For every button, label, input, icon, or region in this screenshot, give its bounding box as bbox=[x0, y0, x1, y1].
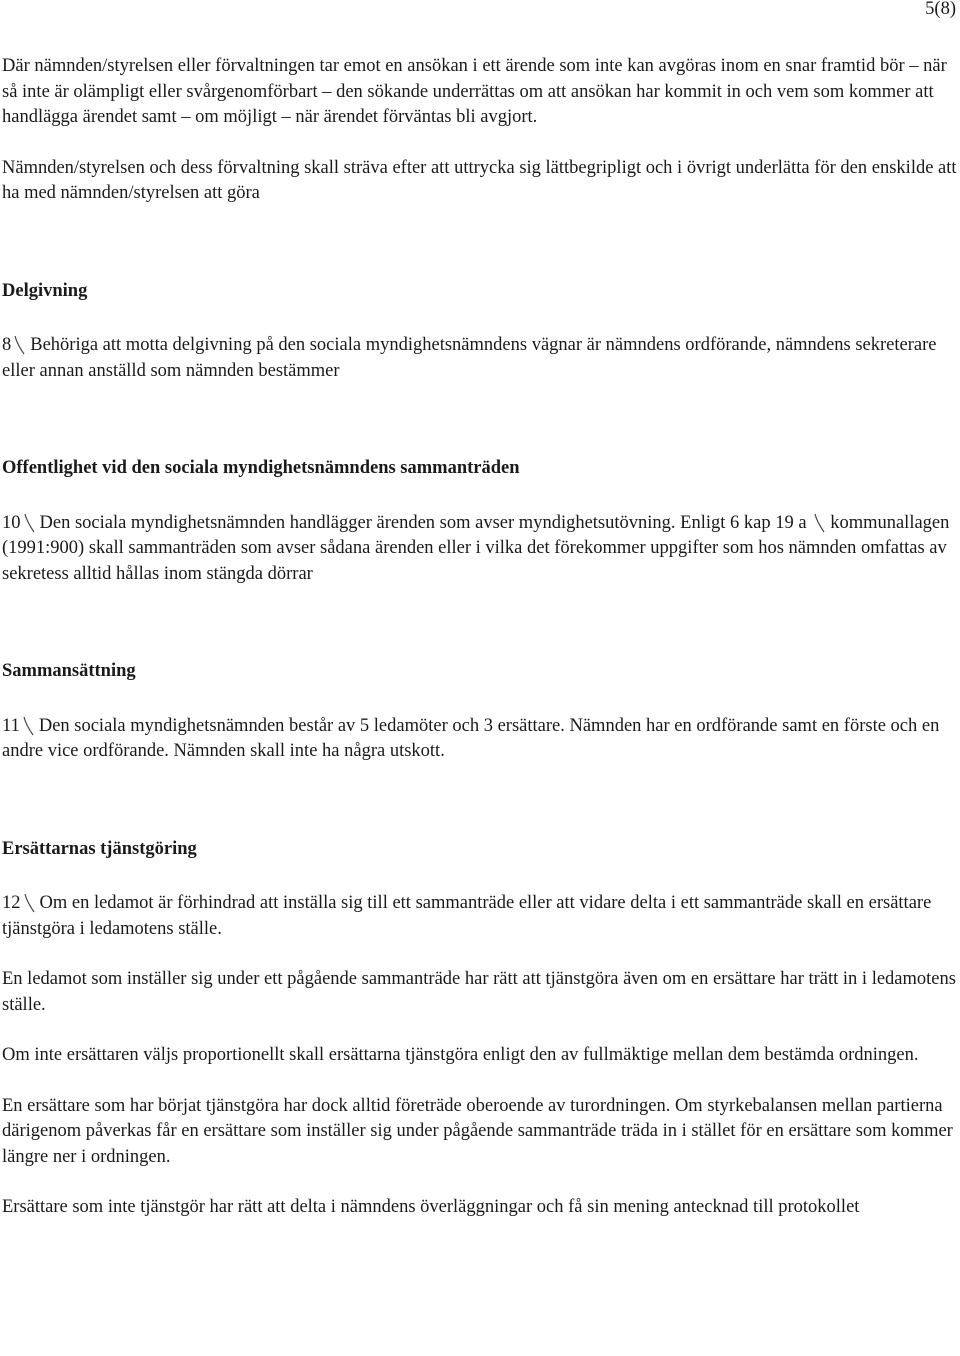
section-text: kommunallagen (1991:900) skall sammanträden som avser sådana ärenden eller i vilka det förekommer uppgifter som hos nämnden omfattas av sekretess alltid hållas inom stängda dörrar bbox=[2, 512, 950, 584]
section-heading-sammansattning: Sammansättning bbox=[2, 661, 136, 681]
intro-paragraph-2: Nämnden/styrelsen och dess förvaltning skall sträva efter att uttrycka sig lättbegripligt och i övrigt underlätta för den enskilde att ha med nämnden/styrelsen att göra bbox=[2, 157, 957, 203]
intro-paragraph-1: Där nämnden/styrelsen eller förvaltningen tar emot en ansökan i ett ärende som inte kan avgöras inom en snar framtid bör – när så inte är olämpligt eller svårgenomförbart – den sökande underrättas om att ansökan har kommit in och vem som kommer att handlägga ärendet samt – om möjligt – när ärendet förväntas bli avgjort. bbox=[2, 56, 947, 127]
section-number: 11 bbox=[2, 715, 20, 736]
section-12-paragraph-3: Om inte ersättaren väljs proportionellt skall ersättarna tjänstgöra enligt den av fullmäktige mellan dem bestämda ordningen. bbox=[2, 1045, 919, 1065]
section-11-paragraph bbox=[2, 714, 958, 765]
section-number: 10 bbox=[2, 512, 21, 533]
section-heading-ersattarnas-tjanstgoring: Ersättarnas tjänstgöring bbox=[2, 838, 197, 859]
section-8-paragraph bbox=[2, 333, 958, 384]
section-number: 8 bbox=[2, 335, 12, 355]
section-10-paragraph bbox=[2, 511, 958, 588]
section-text: Den sociala myndighetsnämnden handlägger ärenden som avser myndighetsutövning. Enligt 6 kap 19 a bbox=[39, 512, 807, 533]
paragraph-mark-icon bbox=[13, 334, 26, 356]
paragraph-mark-icon bbox=[23, 512, 36, 534]
section-text: Om en ledamot är förhindrad att inställa sig till ett sammanträde eller att vidare delta i ett sammanträde skall en ersättare tjänstgöra i ledamotens ställe. bbox=[2, 893, 932, 939]
section-12-paragraph-5: Ersättare som inte tjänstgör har rätt att delta i nämndens överläggningar och få sin mening antecknad till protokollet bbox=[2, 1197, 860, 1217]
section-12-paragraph bbox=[2, 891, 958, 942]
section-heading-delgivning: Delgivning bbox=[2, 280, 88, 301]
paragraph-mark-icon bbox=[813, 512, 826, 534]
section-text: Behöriga att motta delgivning på den sociala myndighetsnämndens vägnar är nämndens ordförande, nämndens sekreterare eller annan anställd som nämnden bestämmer bbox=[2, 335, 937, 381]
section-text: Den sociala myndighetsnämnden består av 5 ledamöter och 3 ersättare. Nämnden har en ordförande samt en förste och en andre vice ordförande. Nämnden skall inte ha några utskott. bbox=[2, 715, 940, 761]
section-heading-offentlighet: Offentlighet vid den sociala myndighetsnämndens sammanträden bbox=[2, 458, 520, 478]
page-number: 5(8) bbox=[925, 0, 956, 19]
section-12-paragraph-4: En ersättare som har börjat tjänstgöra har dock alltid företräde oberoende av turordningen. Om styrkebalansen mellan partierna därigenom påverkas får en ersättare som inställer sig under pågående sammanträde träda in i stället för en ersättare som kommer längre ner i ordningen. bbox=[2, 1095, 953, 1167]
section-12-paragraph-2: En ledamot som inställer sig under ett pågående sammanträde har rätt att tjänstgöra även om en ersättare har trätt in i ledamotens ställe. bbox=[2, 969, 956, 1015]
paragraph-mark-icon bbox=[22, 715, 35, 737]
paragraph-mark-icon bbox=[23, 892, 36, 914]
document-body bbox=[2, 54, 958, 1221]
section-number: 12 bbox=[2, 893, 21, 913]
